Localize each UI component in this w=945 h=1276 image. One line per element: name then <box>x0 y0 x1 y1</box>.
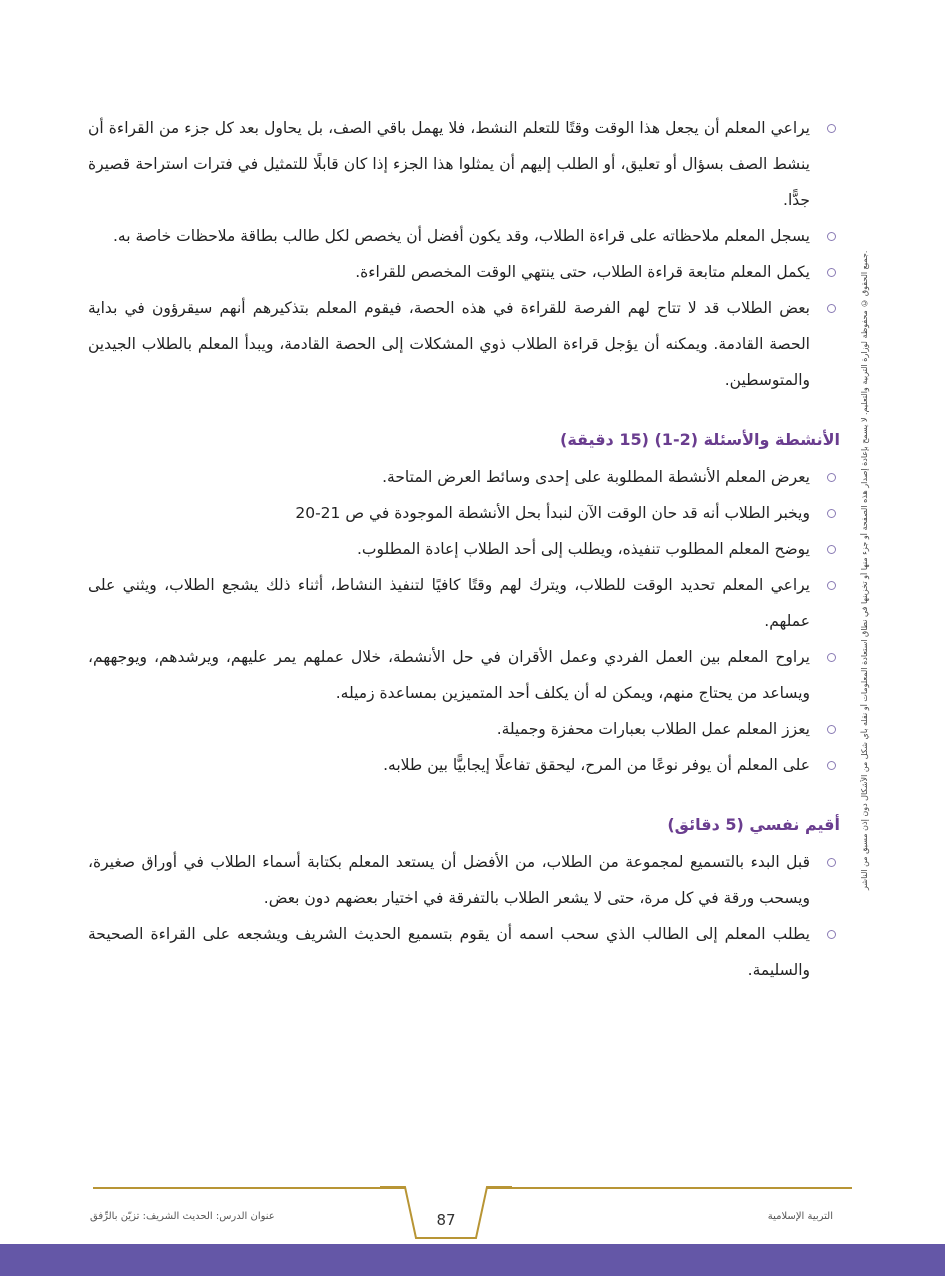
bullet-icon <box>827 653 836 662</box>
list-item: يراعي المعلم تحديد الوقت للطلاب، ويترك لهم وقتًا كافيًا لتنفيذ النشاط، أثناء ذلك يشجع الطلاب، ويثني على عملهم. <box>88 567 840 639</box>
section1-list <box>88 110 840 398</box>
list-item: يطلب المعلم إلى الطالب الذي سحب اسمه أن يقوم بتسميع الحديث الشريف ويشجعه على القراءة الصحيحة والسليمة. <box>88 916 840 988</box>
list-item: يراعي المعلم أن يجعل هذا الوقت وقتًا للتعلم النشط، فلا يهمل باقي الصف، بل يحاول بعد كل جزء من القراءة أن ينشط الصف بسؤال أو تعليق، أو الطلب إليهم أن يمثلوا هذا الجزء إذا كان قابلًا للتمثيل في فترات استراحة قصيرة جدًّا. <box>88 110 840 218</box>
page-content <box>88 110 840 988</box>
bullet-icon <box>827 268 836 277</box>
bottom-band <box>0 1244 945 1276</box>
page-number-tab <box>380 1180 512 1240</box>
lesson-title: عنوان الدرس: الحديث الشريف: تزيّن بالرِّفق <box>90 1211 275 1222</box>
list-item: ويخبر الطلاب أنه قد حان الوقت الآن لنبدأ بحل الأنشطة الموجودة في ص 21-20 <box>88 495 840 531</box>
list-item: يراوح المعلم بين العمل الفردي وعمل الأقران في حل الأنشطة، خلال عملهم يمر عليهم، ويرشدهم، ويوجههم، ويساعد من يحتاج منهم، ويمكن له أن يكلف أحد المتميزين بمساعدة زميله. <box>88 639 840 711</box>
bullet-icon <box>827 725 836 734</box>
subject-name: التربية الإسلامية <box>767 1211 833 1222</box>
list-item: قبل البدء بالتسميع لمجموعة من الطلاب، من الأفضل أن يستعد المعلم بكتابة أسماء الطلاب في أوراق صغيرة، ويسحب ورقة في كل مرة، حتى لا يشعر الطلاب بالتفرقة في اختيار بعضهم دون بعض. <box>88 844 840 916</box>
page-number: 87 <box>436 1211 456 1229</box>
bullet-icon <box>827 858 836 867</box>
list-item: يعرض المعلم الأنشطة المطلوبة على إحدى وسائط العرض المتاحة. <box>88 459 840 495</box>
bullet-icon <box>827 581 836 590</box>
bullet-icon <box>827 473 836 482</box>
bullet-icon <box>827 545 836 554</box>
list-item: بعض الطلاب قد لا تتاح لهم الفرصة للقراءة في هذه الحصة، فيقوم المعلم بتذكيرهم أنهم سيقرؤون في بداية الحصة القادمة. ويمكنه أن يؤجل قراءة الطلاب ذوي المشكلات إلى الحصة القادمة، ويبدأ المعلم بالطلاب الجيدين والمتوسطين. <box>88 290 840 398</box>
list-item: على المعلم أن يوفر نوعًا من المرح، ليحقق تفاعلًا إيجابيًّا بين طلابه. <box>88 747 840 783</box>
copyright-note: جميع الحقوق © محفوظة لوزارة التربية والتعليم. لا يسمح بإعادة إصدار هذه الصفحة أو جزء منها أو تخزينها في نطاق استعادة المعلومات أو نقله بأي شكل من الأشكال دون إذن مسبق من الناشر. <box>860 250 869 890</box>
self-assessment-heading: أقيم نفسي (5 دقائق) <box>667 815 840 834</box>
bullet-icon <box>827 232 836 241</box>
section2-list <box>88 459 840 783</box>
list-item: يكمل المعلم متابعة قراءة الطلاب، حتى ينتهي الوقت المخصص للقراءة. <box>88 254 840 290</box>
bullet-icon <box>827 509 836 518</box>
list-item: يسجل المعلم ملاحظاته على قراءة الطلاب، وقد يكون أفضل أن يخصص لكل طالب بطاقة ملاحظات خاصة به. <box>88 218 840 254</box>
bullet-icon <box>827 761 836 770</box>
section3-list <box>88 844 840 988</box>
bullet-icon <box>827 124 836 133</box>
activities-heading: الأنشطة والأسئلة (2-1) (15 دقيقة) <box>560 430 840 449</box>
bullet-icon <box>827 304 836 313</box>
list-item: يوضح المعلم المطلوب تنفيذه، ويطلب إلى أحد الطلاب إعادة المطلوب. <box>88 531 840 567</box>
list-item: يعزز المعلم عمل الطلاب بعبارات محفزة وجميلة. <box>88 711 840 747</box>
bullet-icon <box>827 930 836 939</box>
